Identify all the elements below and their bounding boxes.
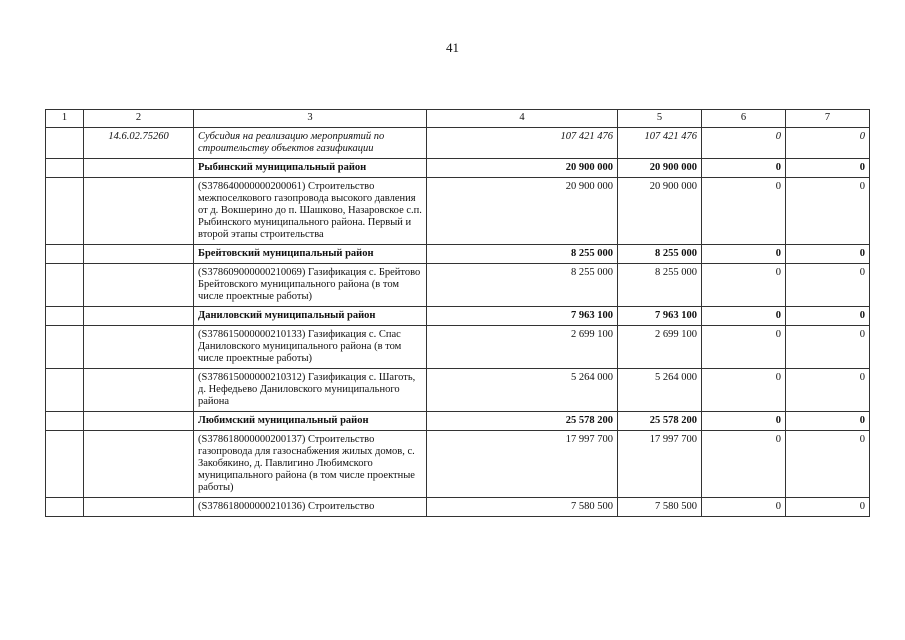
amount-total-cell: 7 963 100 bbox=[427, 307, 618, 326]
amount-column-6-cell: 0 bbox=[702, 264, 786, 307]
amount-total-cell: 7 580 500 bbox=[427, 498, 618, 517]
column-number-row bbox=[46, 110, 870, 128]
row-index-cell bbox=[46, 412, 84, 431]
amount-regional-cell: 7 580 500 bbox=[618, 498, 702, 517]
budget-code-cell bbox=[84, 307, 194, 326]
amount-column-7-cell: 0 bbox=[786, 498, 870, 517]
amount-column-6-cell: 0 bbox=[702, 498, 786, 517]
table-row bbox=[46, 245, 870, 264]
table-row bbox=[46, 307, 870, 326]
budget-code-cell bbox=[84, 412, 194, 431]
budget-code-cell bbox=[84, 178, 194, 245]
item-name-cell: (S378609000000210069) Газификация с. Брейтово Брейтовского муниципального района (в том числе проектные работы) bbox=[194, 264, 427, 307]
column-header-6: 6 bbox=[702, 110, 786, 128]
amount-total-cell: 8 255 000 bbox=[427, 264, 618, 307]
table-row bbox=[46, 412, 870, 431]
column-header-2: 2 bbox=[84, 110, 194, 128]
row-index-cell bbox=[46, 307, 84, 326]
amount-column-7-cell: 0 bbox=[786, 431, 870, 498]
row-index-cell bbox=[46, 326, 84, 369]
amount-column-6-cell: 0 bbox=[702, 178, 786, 245]
budget-code-cell bbox=[84, 245, 194, 264]
amount-total-cell: 5 264 000 bbox=[427, 369, 618, 412]
item-name-cell: Брейтовский муниципальный район bbox=[194, 245, 427, 264]
table-row bbox=[46, 128, 870, 159]
amount-regional-cell: 17 997 700 bbox=[618, 431, 702, 498]
amount-total-cell: 2 699 100 bbox=[427, 326, 618, 369]
table-row bbox=[46, 326, 870, 369]
item-name-cell: (S378618000000210136) Строительство bbox=[194, 498, 427, 517]
amount-column-6-cell: 0 bbox=[702, 307, 786, 326]
amount-column-7-cell: 0 bbox=[786, 326, 870, 369]
column-header-3: 3 bbox=[194, 110, 427, 128]
row-index-cell bbox=[46, 178, 84, 245]
column-header-5: 5 bbox=[618, 110, 702, 128]
table-row bbox=[46, 431, 870, 498]
amount-total-cell: 107 421 476 bbox=[427, 128, 618, 159]
amount-total-cell: 25 578 200 bbox=[427, 412, 618, 431]
amount-column-7-cell: 0 bbox=[786, 307, 870, 326]
amount-column-6-cell: 0 bbox=[702, 412, 786, 431]
amount-regional-cell: 25 578 200 bbox=[618, 412, 702, 431]
table-row bbox=[46, 178, 870, 245]
amount-column-6-cell: 0 bbox=[702, 326, 786, 369]
amount-regional-cell: 20 900 000 bbox=[618, 178, 702, 245]
amount-regional-cell: 20 900 000 bbox=[618, 159, 702, 178]
amount-column-6-cell: 0 bbox=[702, 431, 786, 498]
amount-regional-cell: 107 421 476 bbox=[618, 128, 702, 159]
amount-column-7-cell: 0 bbox=[786, 245, 870, 264]
row-index-cell bbox=[46, 264, 84, 307]
column-header-1: 1 bbox=[46, 110, 84, 128]
amount-total-cell: 20 900 000 bbox=[427, 178, 618, 245]
column-header-4: 4 bbox=[427, 110, 618, 128]
budget-code-cell bbox=[84, 369, 194, 412]
item-name-cell: Субсидия на реализацию мероприятий по строительству объектов газификации bbox=[194, 128, 427, 159]
amount-total-cell: 8 255 000 bbox=[427, 245, 618, 264]
amount-column-6-cell: 0 bbox=[702, 159, 786, 178]
amount-column-7-cell: 0 bbox=[786, 412, 870, 431]
amount-regional-cell: 8 255 000 bbox=[618, 245, 702, 264]
amount-regional-cell: 8 255 000 bbox=[618, 264, 702, 307]
amount-column-7-cell: 0 bbox=[786, 264, 870, 307]
amount-regional-cell: 5 264 000 bbox=[618, 369, 702, 412]
item-name-cell: Рыбинский муниципальный район bbox=[194, 159, 427, 178]
row-index-cell bbox=[46, 245, 84, 264]
row-index-cell bbox=[46, 128, 84, 159]
amount-total-cell: 20 900 000 bbox=[427, 159, 618, 178]
item-name-cell: Любимский муниципальный район bbox=[194, 412, 427, 431]
amount-column-6-cell: 0 bbox=[702, 369, 786, 412]
item-name-cell: (S378618000000200137) Строительство газопровода для газоснабжения жилых домов, с. Закобякино, д. Павлигино Любимского муниципального района (в том числе проектные работы) bbox=[194, 431, 427, 498]
column-header-7: 7 bbox=[786, 110, 870, 128]
budget-code-cell bbox=[84, 431, 194, 498]
item-name-cell: (S378640000000200061) Строительство межпоселкового газопровода высокого давления от д. Вокшерино до п. Шашково, Назаровское с.п. Рыбинского муниципального района. Первый и второй этапы строительства bbox=[194, 178, 427, 245]
row-index-cell bbox=[46, 159, 84, 178]
amount-total-cell: 17 997 700 bbox=[427, 431, 618, 498]
budget-code-cell bbox=[84, 326, 194, 369]
table-row bbox=[46, 369, 870, 412]
amount-column-7-cell: 0 bbox=[786, 178, 870, 245]
row-index-cell bbox=[46, 498, 84, 517]
table-row bbox=[46, 498, 870, 517]
amount-column-6-cell: 0 bbox=[702, 128, 786, 159]
table-row bbox=[46, 264, 870, 307]
budget-code-cell: 14.6.02.75260 bbox=[84, 128, 194, 159]
row-index-cell bbox=[46, 431, 84, 498]
table-body bbox=[46, 110, 870, 517]
amount-column-7-cell: 0 bbox=[786, 128, 870, 159]
table-row bbox=[46, 159, 870, 178]
budget-code-cell bbox=[84, 264, 194, 307]
budget-code-cell bbox=[84, 498, 194, 517]
row-index-cell bbox=[46, 369, 84, 412]
amount-column-7-cell: 0 bbox=[786, 159, 870, 178]
item-name-cell: (S378615000000210312) Газификация с. Шаготь, д. Нефедьево Даниловского муниципального района bbox=[194, 369, 427, 412]
amount-regional-cell: 2 699 100 bbox=[618, 326, 702, 369]
budget-table bbox=[45, 109, 870, 517]
amount-column-7-cell: 0 bbox=[786, 369, 870, 412]
item-name-cell: (S378615000000210133) Газификация с. Спас Даниловского муниципального района (в том числе проектные работы) bbox=[194, 326, 427, 369]
budget-code-cell bbox=[84, 159, 194, 178]
item-name-cell: Даниловский муниципальный район bbox=[194, 307, 427, 326]
amount-column-6-cell: 0 bbox=[702, 245, 786, 264]
amount-regional-cell: 7 963 100 bbox=[618, 307, 702, 326]
page-number: 41 bbox=[446, 40, 459, 55]
